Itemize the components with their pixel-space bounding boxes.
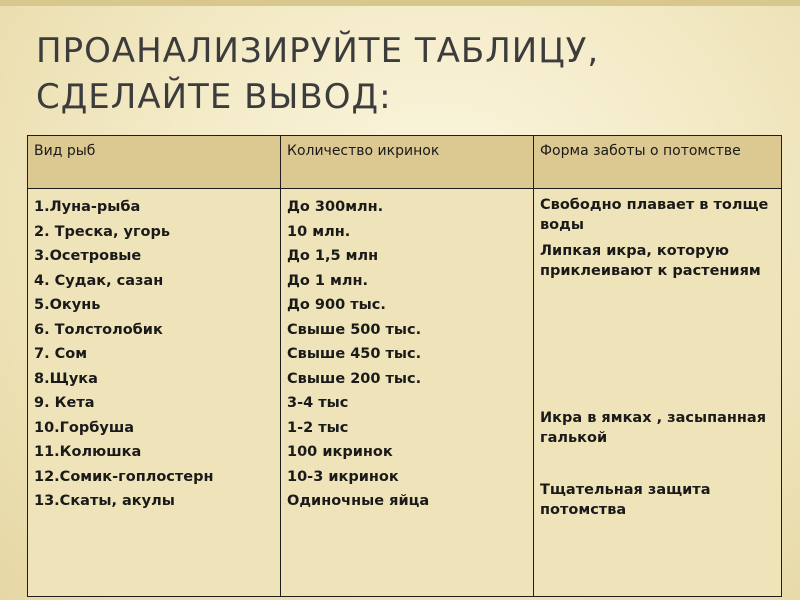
egg-count-item: 3-4 тыс <box>287 395 349 411</box>
header-egg-count: Количество икринок <box>281 136 534 189</box>
slide-title: ПРОАНАЛИЗИРУЙТЕ ТАБЛИЦУ, СДЕЛАЙТЕ ВЫВОД: <box>36 31 600 117</box>
egg-count-item: 10-3 икринок <box>287 468 399 485</box>
species-item: 11.Колюшка <box>34 444 142 460</box>
egg-count-item: До 1 млн. <box>287 272 369 289</box>
header-fish-species: Вид рыб <box>28 136 281 189</box>
table-row <box>28 189 782 597</box>
egg-count-cell <box>281 189 534 597</box>
header-care-form: Форма заботы о потомстве <box>534 136 782 189</box>
top-accent-bar <box>0 0 800 6</box>
species-item: 6. Толстолобик <box>34 321 163 338</box>
egg-count-item: 100 икринок <box>287 444 393 460</box>
egg-count-item: 1-2 тыс <box>287 419 349 436</box>
species-item: 4. Судак, сазан <box>34 272 164 289</box>
species-item: 2. Треска, угорь <box>34 223 171 240</box>
care-form-item: Липкая икра, которую приклеивают к растениям <box>540 243 761 279</box>
table-header-row <box>28 136 782 189</box>
species-item: 5.Окунь <box>34 297 101 313</box>
species-item: 9. Кета <box>34 395 95 411</box>
egg-count-item: До 300млн. <box>287 199 384 215</box>
species-item: 7. Сом <box>34 346 88 362</box>
egg-count-item: Свыше 500 тыс. <box>287 321 422 338</box>
fish-table <box>27 135 782 597</box>
care-form-cell <box>534 189 782 597</box>
care-form-item: Икра в ямках , засыпанная галькой <box>540 410 767 446</box>
species-item: 3.Осетровые <box>34 248 142 264</box>
egg-count-item: 10 млн. <box>287 223 351 240</box>
care-form-item: Свободно плавает в толще воды <box>540 197 769 233</box>
species-item: 1.Луна-рыба <box>34 199 141 215</box>
species-cell <box>28 189 281 597</box>
egg-count-item: До 900 тыс. <box>287 297 386 313</box>
species-item: 8.Щука <box>34 370 98 387</box>
egg-count-item: Свыше 450 тыс. <box>287 346 422 362</box>
species-item: 12.Сомик-гоплостерн <box>34 468 214 485</box>
species-item: 10.Горбуша <box>34 419 135 436</box>
fish-table-container <box>27 135 781 597</box>
egg-count-item: Одиночные яйца <box>287 493 430 509</box>
egg-count-item: Свыше 200 тыс. <box>287 370 422 387</box>
species-item: 13.Скаты, акулы <box>34 493 175 509</box>
egg-count-item: До 1,5 млн <box>287 248 379 264</box>
care-form-item: Тщательная защита потомства <box>540 482 711 518</box>
